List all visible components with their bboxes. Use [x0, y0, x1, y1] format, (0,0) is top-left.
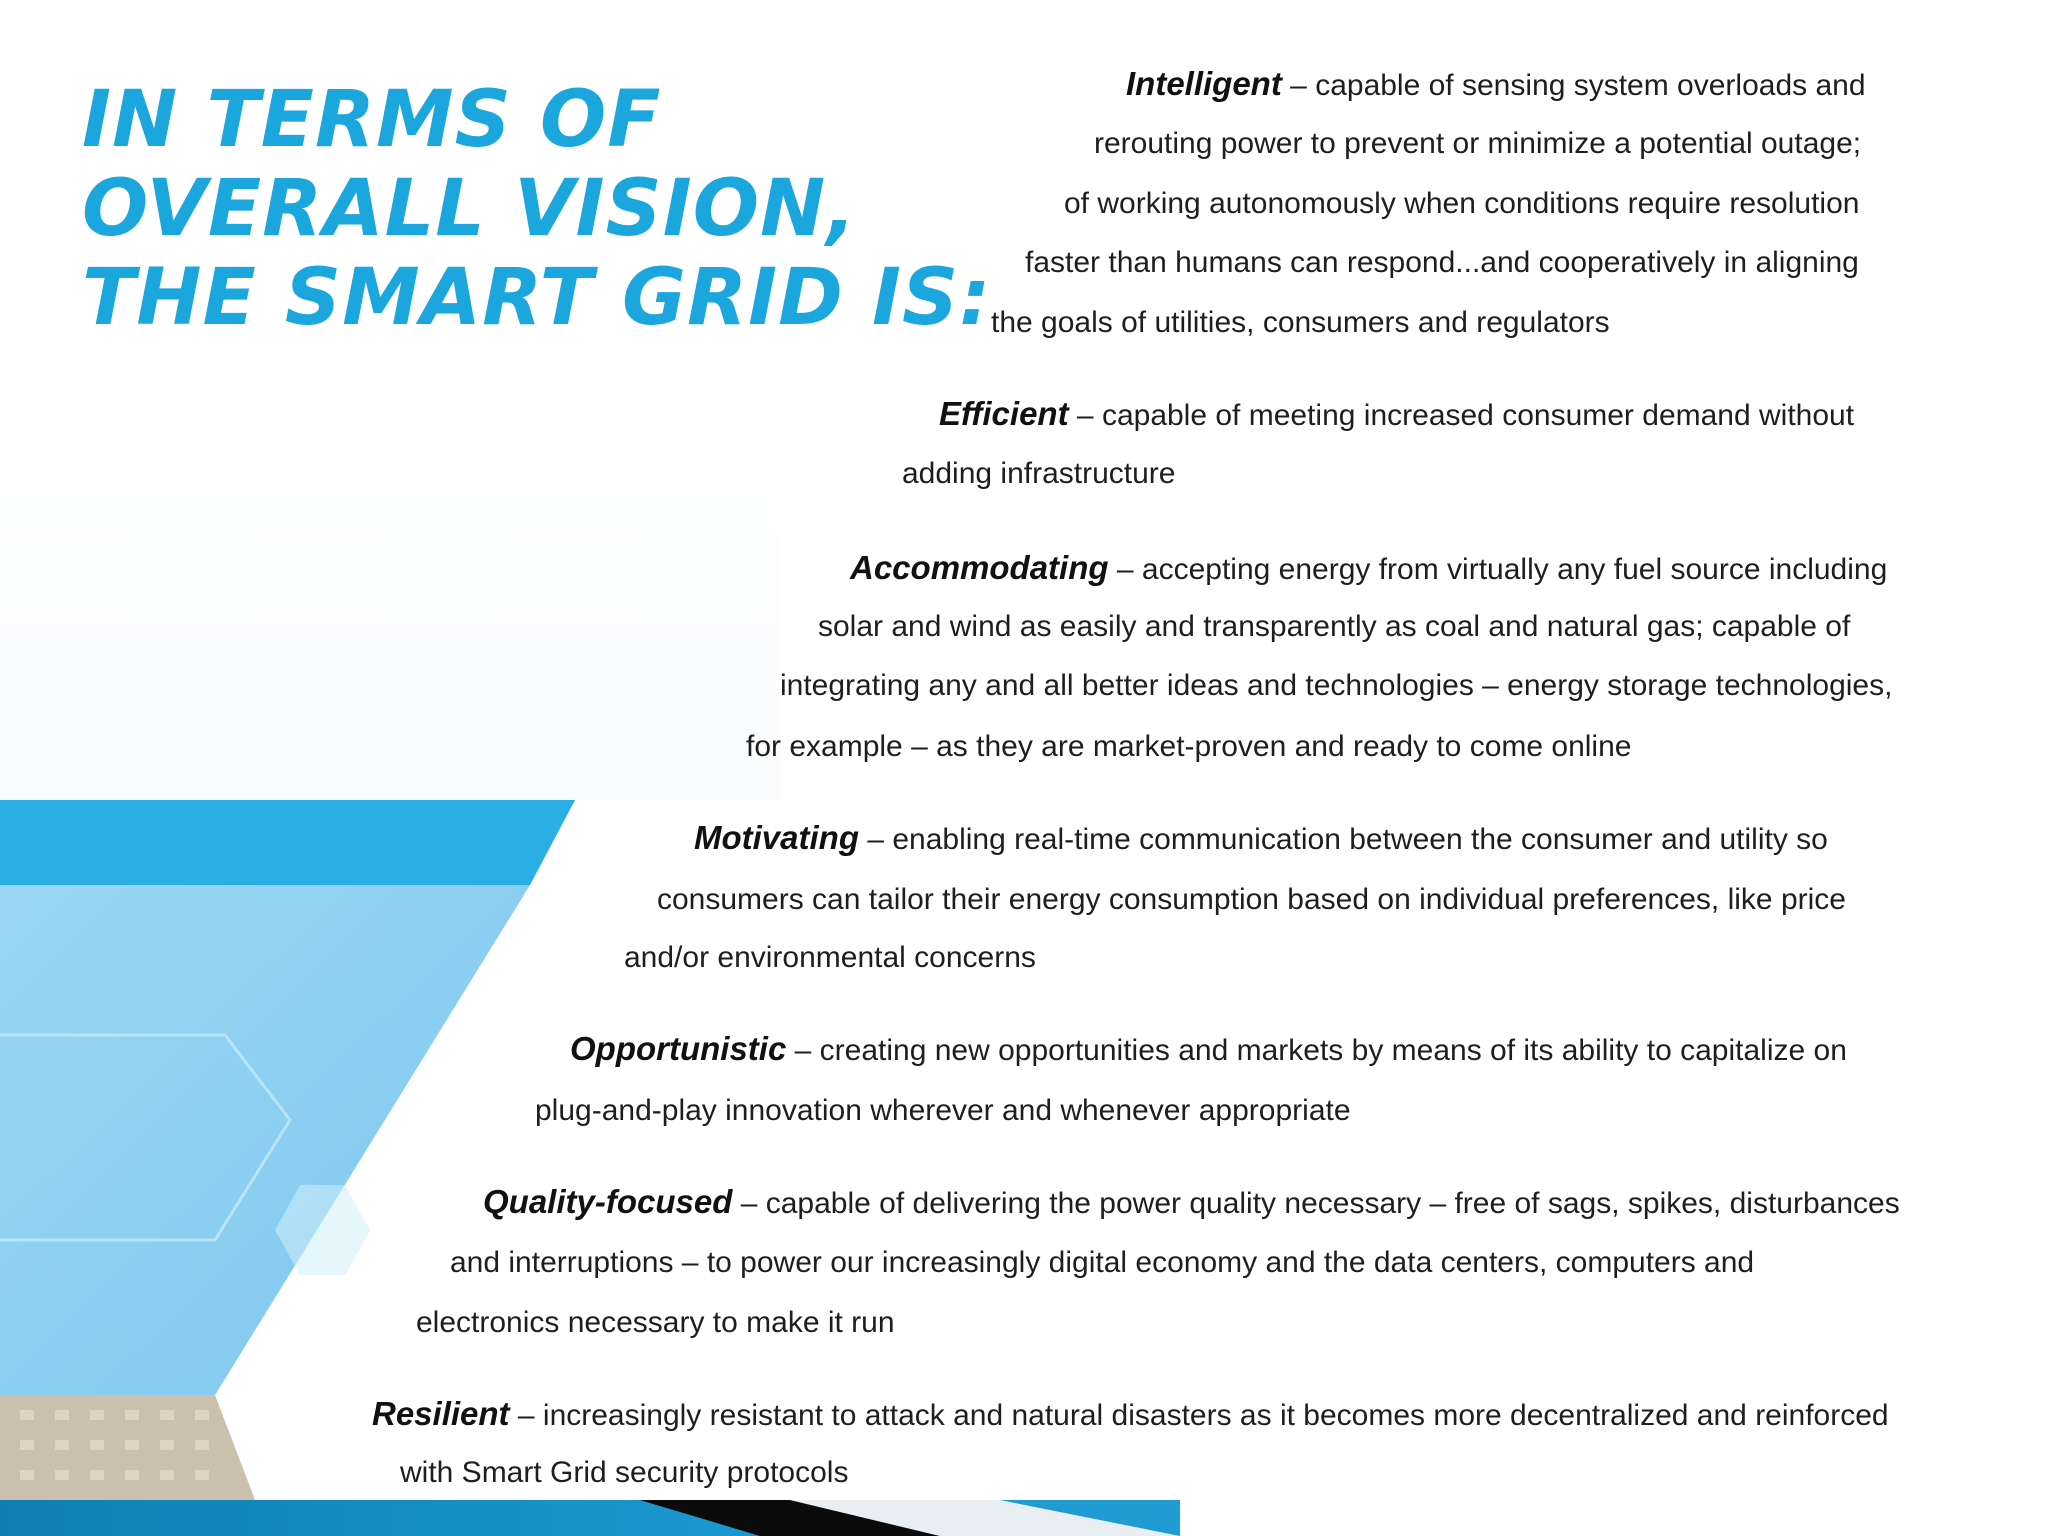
attribute-quality-focused-first-line	[483, 1184, 1900, 1222]
attribute-text: – capable of meeting increased consumer demand without	[1068, 399, 1855, 432]
attribute-text: – creating new opportunities and markets by means of its ability to capitalize on	[786, 1034, 1847, 1067]
headline-line: OVERALL VISION,	[82, 164, 857, 254]
headline-line: THE SMART GRID IS:	[82, 253, 992, 343]
attribute-text-line: and interruptions – to power our increasingly digital economy and the data centers, computers and	[450, 1246, 1755, 1279]
attribute-term: Efficient	[939, 395, 1069, 432]
attribute-opportunistic-first-line	[570, 1031, 1847, 1069]
attribute-text-line: integrating any and all better ideas and technologies – energy storage technologies,	[780, 669, 1893, 702]
attribute-term: Quality-focused	[483, 1183, 733, 1220]
attribute-text-line: rerouting power to prevent or minimize a potential outage;	[1094, 127, 1862, 160]
attribute-text: – increasingly resistant to attack and natural disasters as it becomes more decentralized and reinforced	[509, 1399, 1889, 1432]
slide-headline	[82, 76, 991, 343]
attribute-text-line: solar and wind as easily and transparently as coal and natural gas; capable of	[818, 610, 1851, 643]
attribute-term: Intelligent	[1126, 65, 1282, 102]
attribute-text: – accepting energy from virtually any fuel source including	[1108, 553, 1888, 586]
attribute-text-line: with Smart Grid security protocols	[400, 1456, 849, 1489]
attribute-text: – capable of delivering the power quality necessary – free of sags, spikes, disturbances	[732, 1187, 1900, 1220]
attribute-text-line: electronics necessary to make it run	[416, 1306, 895, 1339]
attribute-efficient-first-line	[939, 396, 1854, 434]
attribute-resilient-first-line	[372, 1396, 1889, 1434]
attribute-text-line: plug-and-play innovation wherever and whenever appropriate	[535, 1094, 1351, 1127]
attribute-term: Resilient	[372, 1395, 510, 1432]
attribute-text-line: of working autonomously when conditions require resolution	[1064, 187, 1860, 220]
attribute-term: Accommodating	[850, 549, 1109, 586]
attribute-text-line: faster than humans can respond...and cooperatively in aligning	[1025, 246, 1859, 279]
attribute-intelligent-first-line	[1126, 66, 1866, 104]
attribute-text: – enabling real-time communication between the consumer and utility so	[858, 823, 1828, 856]
attribute-text: – capable of sensing system overloads and	[1281, 69, 1866, 102]
attribute-motivating-first-line	[694, 820, 1828, 858]
attribute-text-line: consumers can tailor their energy consumption based on individual preferences, like price	[657, 883, 1846, 916]
attribute-text-line: and/or environmental concerns	[624, 941, 1036, 974]
headline-line: IN TERMS OF	[82, 75, 662, 165]
attribute-term: Opportunistic	[570, 1030, 787, 1067]
attribute-text-line: the goals of utilities, consumers and regulators	[991, 306, 1610, 339]
attribute-text-line: adding infrastructure	[902, 457, 1176, 490]
attribute-accommodating-first-line	[850, 550, 1887, 588]
attribute-term: Motivating	[694, 819, 859, 856]
attribute-text-line: for example – as they are market-proven and ready to come online	[746, 730, 1632, 763]
